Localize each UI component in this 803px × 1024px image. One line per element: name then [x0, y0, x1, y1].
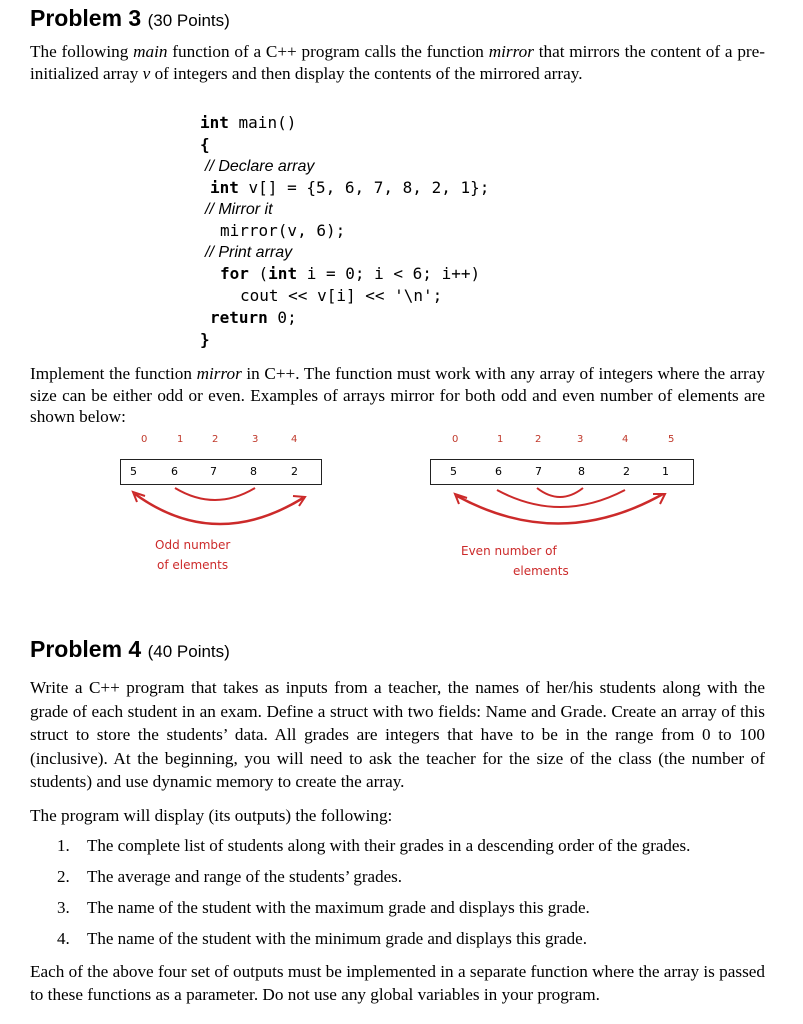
even-index-0: 0 [452, 434, 459, 445]
intro-text-1: The following [30, 42, 134, 61]
even-index-5: 5 [668, 434, 675, 445]
odd-value-1: 6 [171, 465, 178, 478]
list-item-number: 3. [57, 898, 70, 917]
odd-example-diagram [115, 432, 325, 592]
odd-outer-arc [135, 494, 303, 524]
even-outer-arc [457, 494, 663, 524]
even-index-4: 4 [622, 434, 629, 445]
odd-index-4: 4 [291, 434, 298, 445]
even-note-line2: elements [513, 564, 569, 578]
problem3-heading [30, 5, 230, 32]
code-comment-declare: // Declare array [205, 158, 315, 175]
code-line-declare: int v[] = {5, 6, 7, 8, 2, 1}; [210, 178, 490, 197]
even-value-0: 5 [450, 465, 457, 478]
problem4-title: Problem 4 [30, 636, 142, 662]
even-value-4: 2 [623, 465, 630, 478]
even-example-diagram [425, 432, 695, 592]
odd-index-1: 1 [177, 434, 184, 445]
odd-value-3: 8 [250, 465, 257, 478]
list-item-number: 1. [57, 836, 70, 855]
odd-value-2: 7 [210, 465, 217, 478]
list-item-number: 4. [57, 929, 70, 948]
code-block [200, 112, 489, 351]
list-item [57, 898, 590, 918]
problem3-title: Problem 3 [30, 5, 142, 31]
problem4-description: Write a C++ program that takes as inputs from a teacher, the names of her/his students along with the grade of each student in an exam. Define a struct with two fields: Name and Grade. Create an array of this struct to store the students’ data. All grades are integers that have to be in the range from 0 to 100 (inclusive). At the beginning, you will need to ask the teacher for the size of the class (the number of students) and use dynamic memory to create the array. [30, 678, 765, 791]
odd-index-2: 2 [212, 434, 219, 445]
even-inner-arc [537, 488, 583, 497]
list-item [57, 867, 402, 887]
code-line-for: for (int i = 0; i < 6; i++) [220, 264, 481, 283]
even-note-line1: Even number of [461, 544, 557, 558]
problem3-points: (30 Points) [147, 11, 230, 30]
even-value-2: 7 [535, 465, 542, 478]
list-item-text: The complete list of students along with their grades in a descending order of the grades. [87, 836, 691, 855]
problem3-implement [30, 363, 765, 428]
problem4-closing: Each of the above four set of outputs must be implemented in a separate function where the array is passed to these functions as a parameter. Do not use any global variables in your program. [30, 962, 765, 1004]
code-line-mirror-call: mirror(v, 6); [220, 221, 346, 240]
list-item [57, 929, 587, 949]
odd-note-line1: Odd number [155, 538, 231, 552]
even-index-3: 3 [577, 434, 584, 445]
even-value-1: 6 [495, 465, 502, 478]
even-middle-arc [497, 490, 625, 507]
even-value-3: 8 [578, 465, 585, 478]
code-line-return: return 0; [210, 308, 297, 327]
even-value-5: 1 [662, 465, 669, 478]
list-item-number: 2. [57, 867, 70, 886]
odd-inner-arc [175, 488, 255, 500]
odd-index-3: 3 [252, 434, 259, 445]
odd-value-0: 5 [130, 465, 137, 478]
list-item-text: The name of the student with the minimum grade and displays this grade. [87, 929, 587, 948]
impl-text-1: Implement the function [30, 364, 197, 383]
even-swap-arrows [425, 432, 695, 542]
code-line-main: int main() [200, 113, 297, 132]
list-item-text: The name of the student with the maximum grade and displays this grade. [87, 898, 590, 917]
even-index-1: 1 [497, 434, 504, 445]
odd-index-0: 0 [141, 434, 148, 445]
intro-mirror-italic: mirror [488, 42, 534, 61]
code-comment-print: // Print array [205, 244, 293, 261]
impl-text-2: in C++. The function must work with any array of integers where the array size can be either odd or even. Examples of arrays mirror for both odd and even number of elements are shown below: [30, 364, 765, 426]
problem4-heading [30, 636, 230, 663]
odd-swap-arrows [115, 432, 325, 542]
problem3-intro [30, 41, 765, 84]
odd-note-line2: of elements [157, 558, 229, 572]
intro-text-3: that mirrors the content of a pre-initialized array [30, 42, 765, 83]
list-item [57, 836, 690, 856]
even-index-2: 2 [535, 434, 542, 445]
problem4-points: (40 Points) [147, 642, 230, 661]
intro-main-italic: main [133, 42, 168, 61]
intro-text-4: of integers and then display the contents of the mirrored array. [150, 63, 583, 83]
code-comment-mirror: // Mirror it [205, 201, 273, 218]
code-line-close-brace: } [200, 330, 210, 349]
intro-v-italic: v [142, 63, 151, 83]
odd-value-4: 2 [291, 465, 298, 478]
impl-mirror-italic: mirror [196, 364, 242, 383]
problem4-outputs-intro: The program will display (its outputs) the following: [30, 806, 393, 825]
code-line-cout: cout << v[i] << '\n'; [240, 286, 443, 305]
intro-text-2: function of a C++ program calls the function [167, 42, 489, 61]
list-item-text: The average and range of the students’ grades. [87, 867, 402, 886]
code-line-open-brace: { [200, 135, 210, 154]
